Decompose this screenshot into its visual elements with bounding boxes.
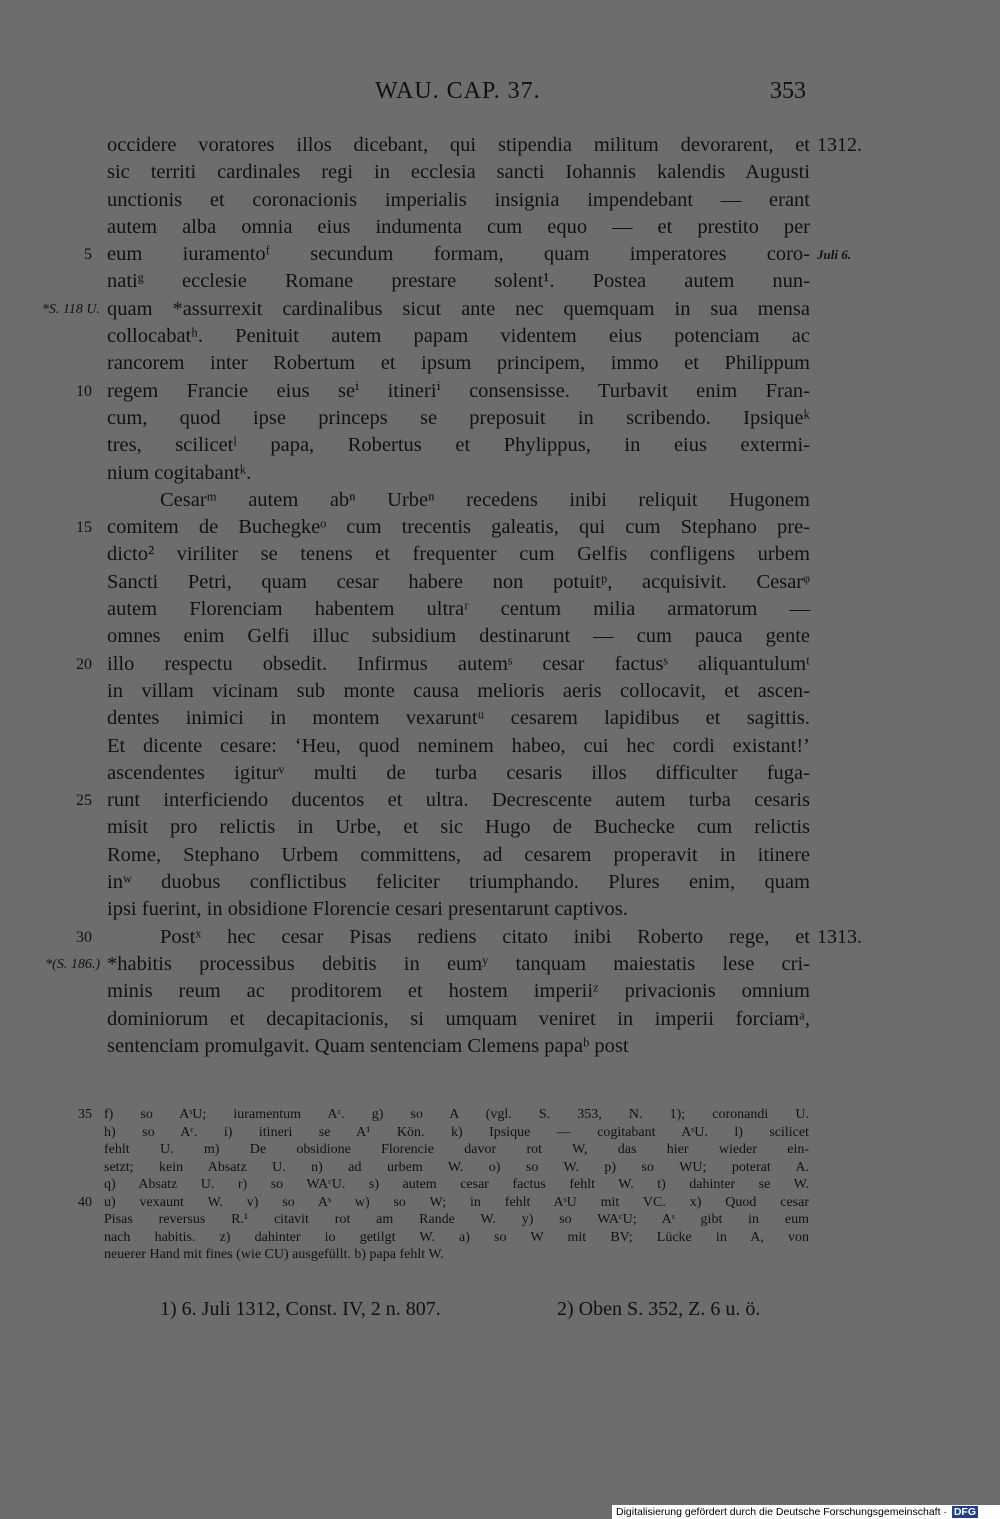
- left-margin-note: *S. 118 U.: [41, 301, 100, 317]
- text-line: [0, 787, 1000, 814]
- text-line: [0, 241, 1000, 268]
- text-line: [0, 623, 1000, 650]
- line-text: regem Francie eius seⁱ itineriⁱ consensisse. Turbavit enim Fran-: [107, 379, 810, 402]
- footnote-2: 2) Oben S. 352, Z. 6 u. ö.: [557, 1298, 761, 1320]
- line-number: 20: [76, 655, 92, 673]
- text-line: [0, 814, 1000, 841]
- note-text: fehlt U. m) De obsidione Florencie davor rot W, das hier wieder ein-: [104, 1142, 809, 1157]
- text-line: [0, 596, 1000, 623]
- right-margin-note: Juli 6.: [817, 247, 851, 263]
- line-text: Et dicente cesare: ‘Heu, quod neminem habeo, cui hec cordi existant!’: [107, 734, 810, 757]
- text-line: [0, 296, 1000, 323]
- note-line: [0, 1211, 1000, 1229]
- line-text: ipsi fuerint, in obsidione Florencie cesari presentarunt captivos.: [107, 898, 628, 921]
- left-margin-note: *(S. 186.): [45, 956, 100, 972]
- line-number: 25: [76, 792, 92, 810]
- note-line: [0, 1141, 1000, 1159]
- line-text: dominiorum et decapitacionis, si umquam veniret in imperii forciamᵃ,: [107, 1007, 810, 1030]
- line-text: runt interficiendo ducentos et ultra. Decrescente autem turba cesaris: [107, 789, 810, 812]
- right-margin-note: 1312.: [817, 134, 862, 156]
- line-text: Sancti Petri, quam cesar habere non potuitᵖ, acquisivit. Cesarᵠ: [107, 570, 810, 593]
- text-line: [0, 405, 1000, 432]
- line-text: inʷ duobus conflictibus feliciter triumphando. Plures enim, quam: [107, 871, 810, 894]
- line-text: ascendentes igiturᵛ multi de turba cesaris illos difficulter fuga-: [107, 761, 810, 784]
- text-line: [0, 514, 1000, 541]
- text-line: [0, 268, 1000, 295]
- line-text: sentenciam promulgavit. Quam sentenciam Clemens papaᵇ post: [107, 1034, 629, 1057]
- critical-apparatus: [0, 1106, 1000, 1264]
- text-line: [0, 569, 1000, 596]
- note-text: f) so AˢU; iuramentum Aᶜ. g) so A (vgl. S. 353, N. 1); coronandi U.: [104, 1107, 809, 1122]
- note-text: q) Absatz U. r) so WAᶜU. s) autem cesar factus fehlt W. t) dahinter se W.: [104, 1177, 809, 1192]
- line-text: misit pro relictis in Urbe, et sic Hugo de Buchecke cum relictis: [107, 816, 810, 839]
- text-line: [0, 924, 1000, 951]
- line-text: natiᵍ ecclesie Romane prestare solent¹. Postea autem nun-: [107, 270, 810, 293]
- note-line: [0, 1124, 1000, 1142]
- line-text: omnes enim Gelfi illuc subsidium destinarunt — cum pauca gente: [107, 625, 810, 648]
- text-line: [0, 896, 1000, 923]
- text-line: [0, 705, 1000, 732]
- line-text: collocabatʰ. Penituit autem papam videntem eius potenciam ac: [107, 325, 810, 348]
- line-text: eum iuramentoᶠ secundum formam, quam imperatores coro-: [107, 243, 810, 266]
- text-line: [0, 651, 1000, 678]
- right-margin-note: 1313.: [817, 925, 862, 948]
- text-line: [0, 350, 1000, 377]
- running-header: [0, 78, 1000, 112]
- note-text: u) vexaunt W. v) so Aˢ w) so W; in fehlt AˢU mit VC. x) Quod cesar: [104, 1194, 809, 1210]
- line-text: autem alba omnia eius indumenta cum equo — et prestito per: [107, 215, 810, 238]
- note-line: [0, 1176, 1000, 1194]
- line-text: Cesarᵐ autem abⁿ Urbeⁿ recedens inibi reliquit Hugonem: [160, 488, 810, 511]
- text-line: [0, 460, 1000, 487]
- text-line: [0, 869, 1000, 896]
- note-text: Pisas reversus R.¹ citavit rot am Rande W. y) so WAᶜU; Aˢ gibt in eum: [104, 1212, 809, 1227]
- note-text: setzt; kein Absatz U. n) ad urbem W. o) so W. p) so WU; poterat A.: [104, 1159, 809, 1175]
- main-text: [0, 132, 1000, 1060]
- note-line-number: 40: [78, 1194, 92, 1210]
- note-line-number: 35: [78, 1107, 92, 1122]
- text-line: [0, 978, 1000, 1005]
- line-text: quam *assurrexit cardinalibus sicut ante nec quemquam in sua mensa: [107, 297, 810, 320]
- line-number: 15: [76, 519, 92, 537]
- line-number: 30: [76, 928, 92, 946]
- line-text: rancorem inter Robertum et ipsum principem, immo et Philippum: [107, 352, 810, 375]
- digitization-credit: [612, 1505, 1000, 1519]
- note-line: [0, 1246, 1000, 1264]
- text-line: [0, 214, 1000, 241]
- text-line: [0, 432, 1000, 459]
- text-line: [0, 1033, 1000, 1060]
- text-line: [0, 323, 1000, 350]
- line-text: Rome, Stephano Urbem committens, ad cesarem properavit in itinere: [107, 843, 810, 866]
- note-line: [0, 1194, 1000, 1212]
- line-text: Postˣ hec cesar Pisas rediens citato inibi Roberto rege, et: [160, 925, 810, 948]
- note-text: h) so Aᶜ. i) itineri se A¹ Kön. k) Ipsique — cogitabant AˢU. l) scilicet: [104, 1124, 809, 1140]
- line-text: sic territi cardinales regi in ecclesia sancti Iohannis kalendis Augusti: [107, 161, 810, 184]
- line-text: autem Florenciam habentem ultraʳ centum milia armatorum —: [107, 598, 810, 621]
- header-title: WAU. CAP. 37.: [375, 78, 541, 104]
- line-text: dentes inimici in montem vexaruntᵘ cesarem lapidibus et sagittis.: [107, 707, 810, 730]
- text-line: [0, 760, 1000, 787]
- line-text: nium cogitabantᵏ.: [107, 461, 252, 484]
- text-line: [0, 842, 1000, 869]
- note-text: neuerer Hand mit fines (wie CU) ausgefüllt. b) papa fehlt W.: [104, 1247, 444, 1262]
- text-line: [0, 487, 1000, 514]
- line-text: *habitis processibus debitis in eumʸ tanquam maiestatis lese cri-: [107, 952, 810, 975]
- text-line: [0, 1006, 1000, 1033]
- line-text: tres, scilicetˡ papa, Robertus et Phylippus, in eius extermi-: [107, 434, 810, 457]
- line-text: occidere voratores illos dicebant, qui stipendia militum devorarent, et: [107, 134, 810, 156]
- dfg-logo: DFG: [953, 1506, 977, 1518]
- note-line: [0, 1229, 1000, 1247]
- line-number: 10: [76, 382, 92, 400]
- text-line: [0, 187, 1000, 214]
- line-text: unctionis et coronacionis imperialis insignia impendebant — erant: [107, 188, 810, 211]
- footnotes: [0, 1298, 1000, 1328]
- line-text: dicto² viriliter se tenens et frequenter cum Gelfis confligens urbem: [107, 543, 810, 566]
- text-line: [0, 378, 1000, 405]
- line-text: cum, quod ipse princeps se preposuit in scribendo. Ipsiqueᵏ: [107, 406, 810, 429]
- text-line: [0, 678, 1000, 705]
- text-line: [0, 159, 1000, 186]
- page-number: 353: [770, 78, 806, 104]
- line-text: minis reum ac proditorem et hostem imperiiᶻ privacionis omnium: [107, 980, 810, 1003]
- text-line: [0, 132, 1000, 159]
- text-line: [0, 541, 1000, 568]
- line-text: illo respectu obsedit. Infirmus autemˢ cesar factusˢ aliquantulumᵗ: [107, 652, 810, 675]
- text-line: [0, 951, 1000, 978]
- note-line: [0, 1159, 1000, 1177]
- credit-text: Digitalisierung gefördert durch die Deutsche Forschungsgemeinschaft ·: [616, 1506, 947, 1518]
- footnote-1: 1) 6. Juli 1312, Const. IV, 2 n. 807.: [160, 1298, 441, 1320]
- line-number: 5: [84, 246, 92, 264]
- note-text: nach habitis. z) dahinter io getilgt W. a) so W mit BV; Lücke in A, von: [104, 1229, 809, 1245]
- note-line: [0, 1106, 1000, 1124]
- line-text: comitem de Buchegkeᵒ cum trecentis galeatis, qui cum Stephano pre-: [107, 516, 810, 539]
- text-line: [0, 733, 1000, 760]
- line-text: in villam vicinam sub monte causa melioris aeris collocavit, et ascen-: [107, 679, 810, 702]
